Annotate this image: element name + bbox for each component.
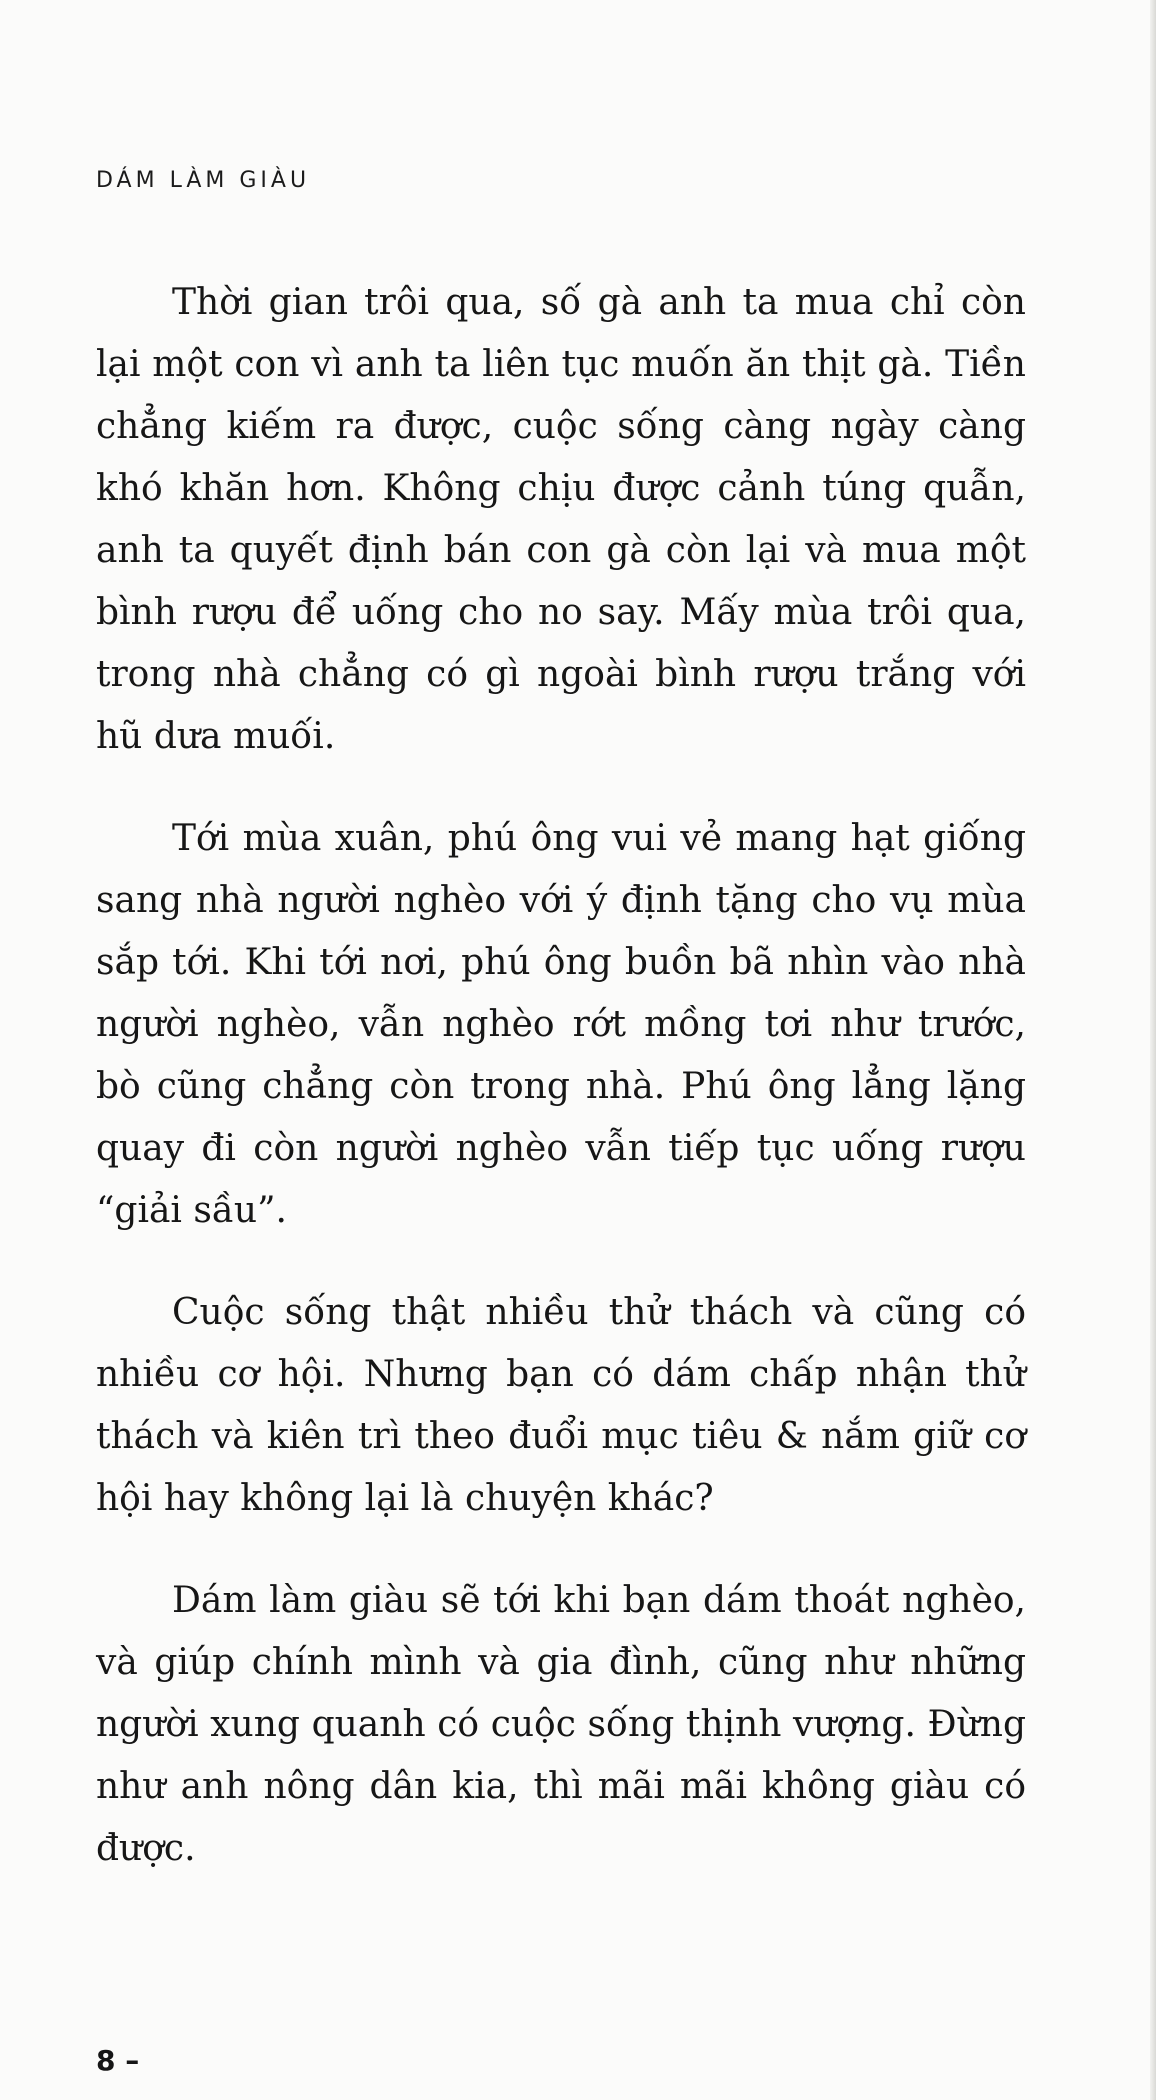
- paragraph: Tới mùa xuân, phú ông vui vẻ mang hạt giống sang nhà người nghèo với ý định tặng cho vụ mùa sắp tới. Khi tới nơi, phú ông buồn bã nhìn vào nhà người nghèo, vẫn nghèo rớt mồng tơi như trước, bò cũng chẳng còn trong nhà. Phú ông lẳng lặng quay đi còn người nghèo vẫn tiếp tục uống rượu “giải sầu”.: [96, 818, 1026, 1231]
- page-edge-shadow: [1150, 0, 1156, 2100]
- paragraph: Dám làm giàu sẽ tới khi bạn dám thoát nghèo, và giúp chính mình và gia đình, cũng như những người xung quanh có cuộc sống thịnh vượng. Đừng như anh nông dân kia, thì mãi mãi không giàu có được.: [96, 1580, 1026, 1869]
- paragraph: Thời gian trôi qua, số gà anh ta mua chỉ còn lại một con vì anh ta liên tục muốn ăn thịt gà. Tiền chẳng kiếm ra được, cuộc sống càng ngày càng khó khăn hơn. Không chịu được cảnh túng quẫn, anh ta quyết định bán con gà còn lại và mua một bình rượu để uống cho no say. Mấy mùa trôi qua, trong nhà chẳng có gì ngoài bình rượu trắng với hũ dưa muối.: [96, 282, 1026, 757]
- paragraph: Cuộc sống thật nhiều thử thách và cũng có nhiều cơ hội. Nhưng bạn có dám chấp nhận thử thách và kiên trì theo đuổi mục tiêu & nắm giữ cơ hội hay không lại là chuyện khác?: [96, 1292, 1026, 1519]
- running-header: DÁM LÀM GIÀU: [96, 168, 311, 193]
- body-text: [96, 272, 1026, 1920]
- page-number: 8 –: [96, 2044, 140, 2077]
